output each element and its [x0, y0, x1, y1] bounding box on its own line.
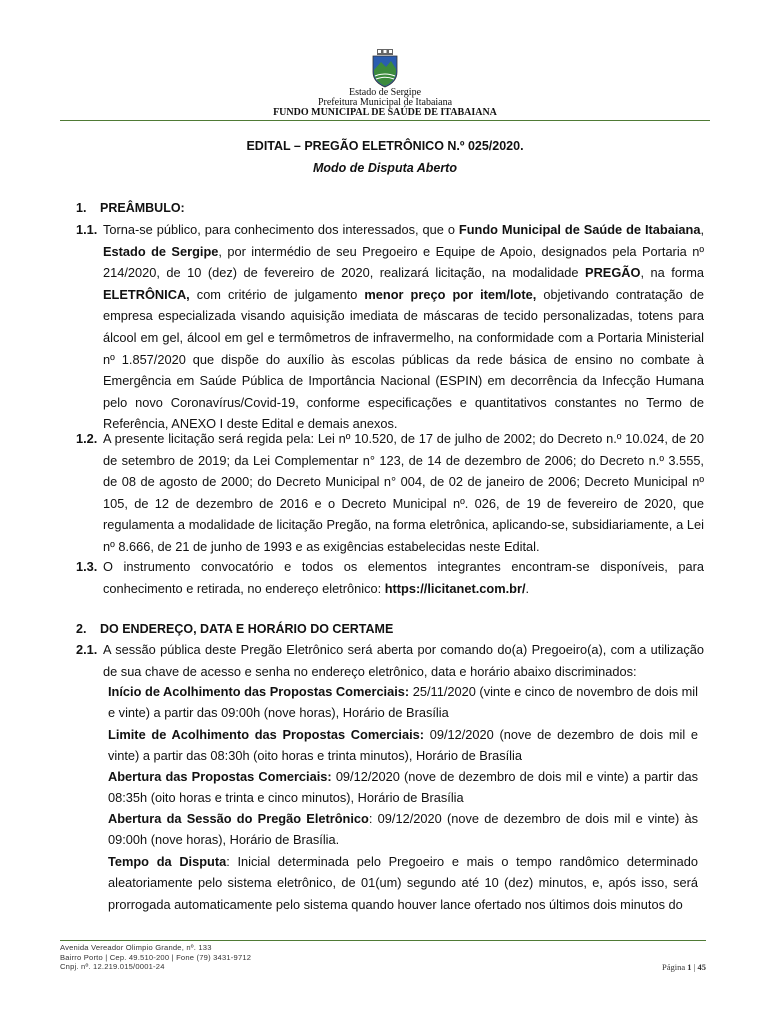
section-1-heading [76, 201, 185, 215]
clause-1-2 [76, 428, 704, 558]
licitanet-link[interactable]: https://licitanet.com.br/ [384, 580, 526, 596]
clause-number: 2.1. [76, 642, 98, 657]
footer-divider [60, 940, 706, 941]
header-state: Estado de Sergipe [348, 87, 422, 98]
clause-2-1 [76, 639, 704, 682]
text-run: . [525, 580, 530, 596]
schedule-start-proposals [108, 681, 698, 724]
text-run: , por intermédio de seu Pregoeiro e Equipe de Apoio, designados pela Portaria nº 214/2020, de 10 (dez) de fevereiro de 2020, realizará licitação, na modalidade [103, 243, 704, 281]
section-2-heading [76, 622, 393, 636]
footer-cnpj: Cnpj. nº. 12.219.015/0001-24 [60, 962, 165, 971]
schedule-label: Limite de Acolhimento das Propostas Comerciais: [108, 727, 425, 742]
edital-title: EDITAL – PREGÃO ELETRÔNICO N.º 025/2020. [246, 139, 524, 153]
bold-run: menor preço por item/lote, [364, 286, 537, 302]
footer-street: Avenida Vereador Olimpio Grande, nº. 133 [60, 943, 212, 952]
clause-text: A presente licitação será regida pela: Lei nº 10.520, de 17 de julho de 2002; do Decreto n.º 10.024, de 20 de setembro de 2019; da Lei Complementar n° 123, de 14 de dezembro de 2006; do Decreto n.º 3.555, de 08 de agosto de 2000; do Decreto Municipal n° 004, de 02 de janeiro de 2006; Decreto Municipal nº 105, de 12 de dezembro de 2016 e o Decreto Municipal nº. 026, de 19 de fevereiro de 2020, que regulamenta a modalidade de licitação Pregão, na forma eletrônica, aplicando-se, subsidiariamente, a Lei nº 8.666, de 21 de junho de 1993 e as exigências estabelecidas neste Edital. [103, 431, 704, 554]
page-total: 45 [697, 962, 706, 972]
clause-text [103, 219, 704, 435]
schedule-value: 09/12/2020 (nove de dezembro de dois mil e vinte) a partir das 08:30h (oito horas e trinta minutos), Horário de Brasília [108, 727, 698, 764]
section-title: DO ENDEREÇO, DATA E HORÁRIO DO CERTAME [100, 622, 394, 636]
bold-run: Estado de Sergipe [103, 243, 219, 259]
text-run: , [700, 222, 704, 237]
schedule-value: : Inicial determinada pelo Pregoeiro e mais o tempo randômico determinado aleatoriamente pelo sistema eletrônico, de 01(um) segundo até 10 (dez) minutos, e, após isso, será prorrogada automaticamente pelo sistema quando houver lance ofertado nos últimos dois minutos do [108, 854, 698, 912]
clause-text: A sessão pública deste Pregão Eletrônico será aberta por comando do(a) Pregoeiro(a), com a utilização de sua chave de acesso e senha no endereço eletrônico, data e horário abaixo discriminados: [103, 642, 704, 679]
schedule-limit-proposals [108, 724, 698, 767]
header-divider [60, 120, 710, 121]
schedule-label: Abertura das Propostas Comerciais: [108, 769, 332, 784]
schedule-label: Tempo da Disputa [108, 854, 227, 869]
clause-number: 1.2. [76, 431, 98, 446]
clause-1-3 [76, 556, 704, 599]
page-label: Página [662, 962, 686, 972]
schedule-dispute-time [108, 851, 698, 915]
header-fund: FUNDO MUNICIPAL DE SAÚDE DE ITABAIANA [273, 107, 497, 118]
page-current: 1 [687, 962, 692, 972]
schedule-value: : 09/12/2020 (nove de dezembro de dois mil e vinte) às 09:00h (nove horas), Horário de Brasília. [108, 811, 698, 848]
clause-text [103, 556, 704, 599]
text-run: , na forma [640, 265, 704, 281]
municipal-crest-icon [370, 48, 400, 88]
page-number [662, 962, 706, 972]
schedule-session-opening [108, 808, 698, 851]
schedule-value: 25/11/2020 (vinte e cinco de novembro de dois mil e vinte) a partir das 09:00h (nove horas), Horário de Brasília [108, 684, 698, 721]
footer-neighborhood: Bairro Porto | Cep. 49.510-200 | Fone (79) 3431-9712 [60, 952, 252, 962]
edital-subtitle: Modo de Disputa Aberto [313, 161, 457, 175]
text-run: Torna-se público, para conhecimento dos interessados, que o [103, 222, 459, 237]
clause-1-1 [76, 219, 704, 435]
schedule-value: 09/12/2020 (nove de dezembro de dois mil e vinte) a partir das 08:35h (oito horas e trinta e cinco minutos), Horário de Brasília [108, 769, 699, 806]
text-run: O instrumento convocatório e todos os elementos integrantes encontram-se disponíveis, para conhecimento e retirada, no endereço eletrônico: [103, 559, 704, 596]
text-run: objetivando contratação de empresa especializada visando aquisição imediata de máscaras de tecido personalizadas, totens para álcool em gel, álcool em gel e termômetros de infravermelho, na conformidade com a Portaria Ministerial nº 1.857/2020 que dispõe do auxílio às escolas públicas da rede básica de ensino no combate à Emergência em Saúde Pública de Importância Nacional (ESPIN) em decorrência da Infecção Humana pelo novo Coronavírus/Covid-19, conforme especificações e quantitativos constantes no Termo de Referência, ANEXO I deste Edital e demais anexos. [103, 286, 705, 432]
bold-run: ELETRÔNICA, [103, 286, 190, 302]
section-number: 2. [76, 622, 87, 636]
clause-number: 1.3. [76, 559, 98, 574]
bold-run: Fundo Municipal de Saúde de Itabaiana [458, 222, 701, 237]
footer-address [60, 943, 251, 972]
text-run: com critério de julgamento [189, 286, 365, 302]
header-prefecture: Prefeitura Municipal de Itabaiana [317, 97, 453, 108]
section-title: PREÂMBULO: [100, 201, 185, 215]
letterhead [0, 48, 770, 118]
section-number: 1. [76, 201, 87, 215]
schedule-opening-proposals [108, 766, 698, 809]
page-separator: | [691, 962, 698, 972]
schedule-label: Abertura da Sessão do Pregão Eletrônico [108, 811, 369, 826]
bold-run: PREGÃO [585, 265, 641, 281]
schedule-label: Início de Acolhimento das Propostas Comerciais: [108, 684, 410, 699]
clause-number: 1.1. [76, 222, 98, 237]
